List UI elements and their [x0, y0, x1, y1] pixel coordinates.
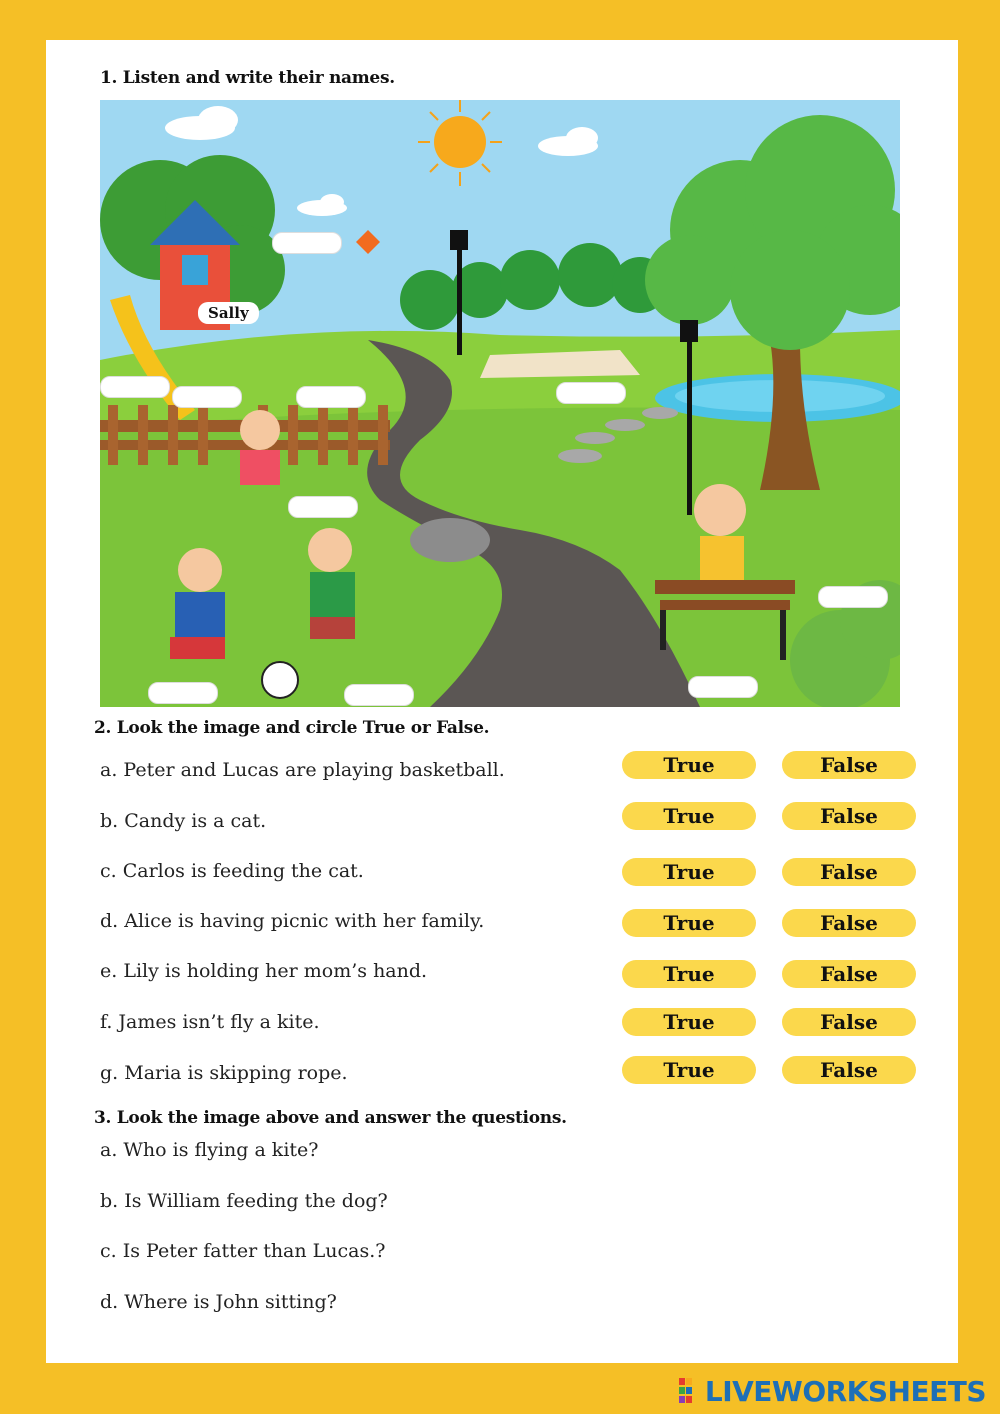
false-button-b[interactable]: False: [782, 802, 916, 830]
true-button-c[interactable]: True: [622, 858, 756, 886]
park-scene-illustration: [100, 100, 900, 707]
name-box-kite-child[interactable]: [272, 232, 342, 254]
statement-c: c. Carlos is feeding the cat.: [100, 860, 364, 882]
name-box-boy-ten[interactable]: [344, 684, 414, 706]
false-button-a[interactable]: False: [782, 751, 916, 779]
liveworksheets-logo-icon: [679, 1378, 701, 1404]
question-b: b. Is William feeding the dog?: [100, 1190, 388, 1212]
false-button-g[interactable]: False: [782, 1056, 916, 1084]
false-button-d[interactable]: False: [782, 909, 916, 937]
true-button-d[interactable]: True: [622, 909, 756, 937]
name-box-playhouse-child[interactable]: [172, 386, 242, 408]
false-button-c[interactable]: False: [782, 858, 916, 886]
question-c: c. Is Peter fatter than Lucas.?: [100, 1240, 386, 1262]
true-button-g[interactable]: True: [622, 1056, 756, 1084]
statement-g: g. Maria is skipping rope.: [100, 1062, 348, 1084]
section3-heading: 3. Look the image above and answer the questions.: [94, 1108, 567, 1128]
statement-a: a. Peter and Lucas are playing basketball.: [100, 759, 505, 781]
statement-e: e. Lily is holding her mom’s hand.: [100, 960, 428, 982]
name-box-balloon-child[interactable]: [296, 386, 366, 408]
name-box-bench-boy[interactable]: [688, 676, 758, 698]
question-a: a. Who is flying a kite?: [100, 1139, 319, 1161]
name-box-rope-girl[interactable]: [288, 496, 358, 518]
statement-b: b. Candy is a cat.: [100, 810, 267, 832]
section1-heading: 1. Listen and write their names.: [100, 68, 395, 88]
section2-heading: 2. Look the image and circle True or False.: [94, 718, 490, 738]
name-box-slide-child[interactable]: [100, 376, 170, 398]
name-label-sally: Sally: [198, 302, 259, 324]
true-button-b[interactable]: True: [622, 802, 756, 830]
true-button-e[interactable]: True: [622, 960, 756, 988]
question-d: d. Where is John sitting?: [100, 1291, 337, 1313]
false-button-f[interactable]: False: [782, 1008, 916, 1036]
true-button-f[interactable]: True: [622, 1008, 756, 1036]
liveworksheets-wordmark: LIVEWORKSHEETS: [704, 1374, 986, 1408]
name-box-boy-six[interactable]: [148, 682, 218, 704]
liveworksheets-brand[interactable]: [679, 1374, 986, 1408]
false-button-e[interactable]: False: [782, 960, 916, 988]
name-box-dog-feeder[interactable]: [818, 586, 888, 608]
true-button-a[interactable]: True: [622, 751, 756, 779]
statement-f: f. James isn’t fly a kite.: [100, 1011, 320, 1033]
statement-d: d. Alice is having picnic with her family.: [100, 910, 485, 932]
name-box-picnic-family[interactable]: [556, 382, 626, 404]
